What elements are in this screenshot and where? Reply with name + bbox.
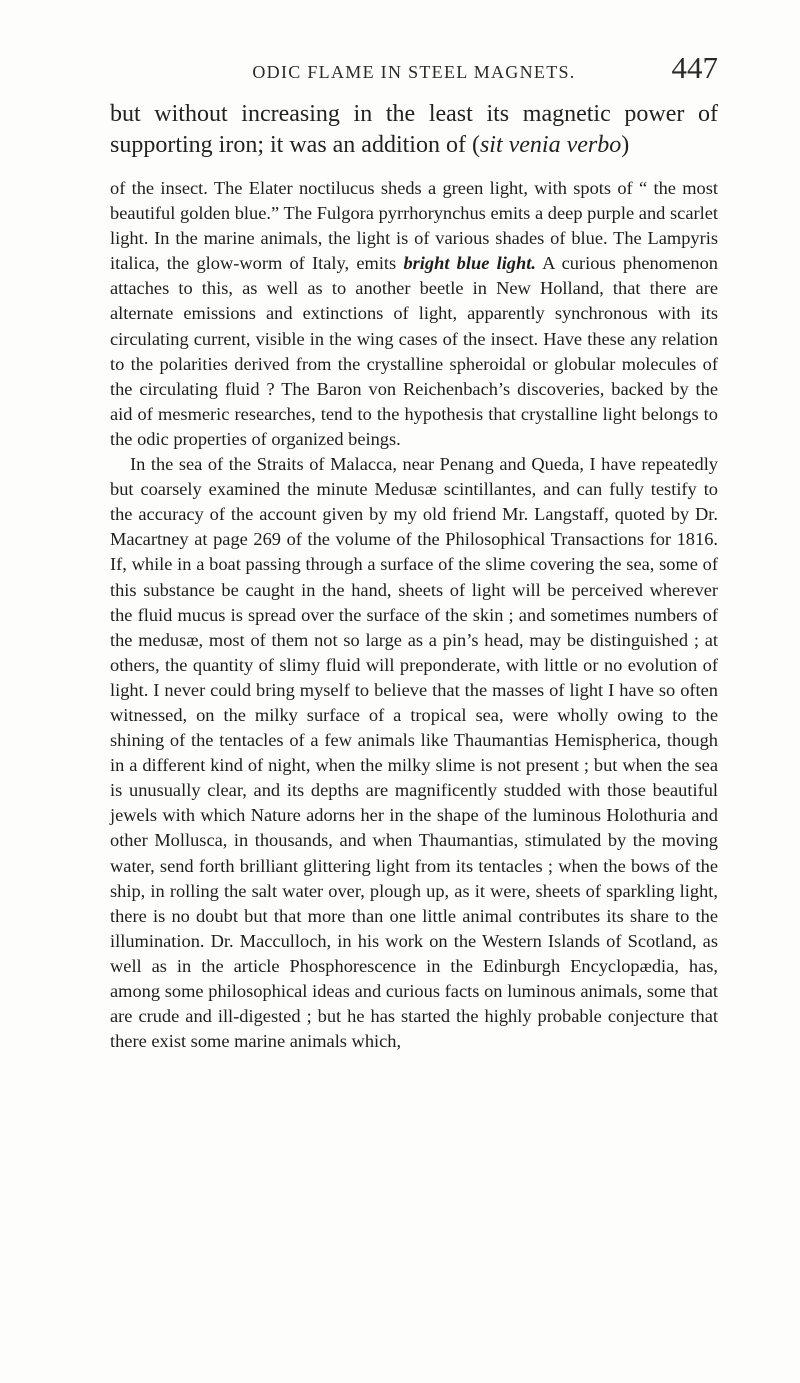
paragraph-malacca: In the sea of the Straits of Malacca, near Penang and Queda, I have repeatedly but coarsely examined the minute Medusæ scintillantes, and can fully testify to the accuracy of the account given by my old friend Mr. Langstaff, quoted by Dr. Macartney at page 269 of the volume of the Philosophical Transactions for 1816. If, while in a boat passing through a surface of the slime covering the sea, some of this substance be caught in the hand, sheets of light will be perceived wherever the fluid mucus is spread over the surface of the skin ; and sometimes numbers of the medusæ, most of them not so large as a pin’s head, may be distinguished ; at others, the quantity of slimy fluid will preponderate, with little or no evolution of light. I never could bring myself to believe that the masses of light I have so often witnessed, on the milky surface of a tropical sea, were wholly owing to the shining of the tentacles of a few animals like Thaumantias Hemispherica, though in a different kind of night, when the milky slime is not present ; but when the sea is unusually clear, and its depths are magnificently studded with those beautiful jewels with which Nature adorns her in the shape of the luminous Holothuria and other Mollusca, in thousands, and when Thaumantias, stimulated by the moving water, send forth brilliant glittering light from its tentacles ; when the bows of the ship, in rolling the salt water over, plough up, as it were, sheets of sparkling light, there is no doubt but that more than one little animal contributes its share to the illumination. Dr. Macculloch, in his work on the Western Islands of Scotland, as well as in the article Phosphorescence in the Edinburgh Encyclopædia, has, among some philosophical ideas and curious facts on luminous animals, some that are crude and ill-digested ; but he has started the highly probable conjecture that there exist some marine animals which, [110, 454, 718, 1052]
running-title: ODIC FLAME IN STEEL MAGNETS. [252, 62, 576, 82]
lead-italic-phrase: sit venia verbo [479, 132, 622, 158]
paragraph-insects-text: of the insect. The Elater noctilucus sheds a green light, with spots of “ the most beautiful golden blue.” The Fulgora pyrrhorynchus emits a deep purple and scarlet light. In the marine animals, the light is of various shades of blue. The Lampyris italica, the glow-worm of Italy, emits [110, 178, 718, 274]
lead-paragraph [110, 99, 718, 161]
emphasis-bright-blue-light: bright blue light. [403, 253, 536, 274]
running-head [110, 50, 718, 90]
paragraph-insects-continuation: A curious phenomenon attaches to this, as well as to another beetle in New Holland, that there are alternate emissions and extinctions of light, apparently synchronous with its circulating current, visible in the wing cases of the insect. Have these any relation to the polarities derived from the crystalline spheroidal or globular molecules of the circulating fluid ? The Baron von Reichenbach’s discoveries, backed by the aid of mesmeric researches, tend to the hypothesis that crystalline light belongs to the odic properties of organized beings. [110, 253, 719, 449]
body-text [110, 176, 718, 1054]
page-number: 447 [671, 50, 718, 85]
paragraph-insects [110, 176, 718, 452]
lead-closing: ) [621, 132, 630, 158]
lead-text: but without increasing in the least its magnetic power of supporting iron; it was an addition of ( [110, 101, 718, 158]
